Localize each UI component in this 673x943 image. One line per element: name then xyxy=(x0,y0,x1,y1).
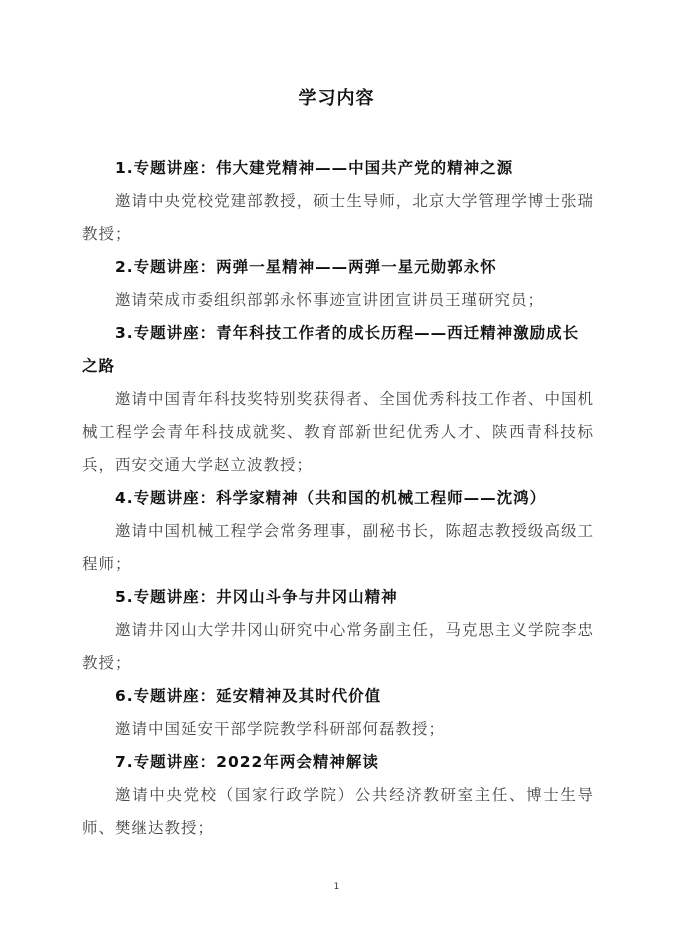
lecture-section-7 xyxy=(82,746,594,845)
page-title: 学习内容 xyxy=(298,88,375,109)
lecture-speaker: 邀请中央党校（国家行政学院）公共经济教研室主任、博士生导师、樊继达教授； xyxy=(82,786,594,837)
lecture-speaker: 邀请井冈山大学井冈山研究中心常务副主任，马克思主义学院李忠教授； xyxy=(82,621,594,672)
page-number: 1 xyxy=(333,882,340,892)
lecture-speaker: 邀请中国机械工程学会常务理事，副秘书长，陈超志教授级高级工程师； xyxy=(82,522,594,573)
lecture-heading: 7.专题讲座：2022年两会精神解读 xyxy=(115,753,379,771)
lecture-section-6 xyxy=(82,680,594,746)
lecture-heading: 2.专题讲座：两弹一星精神——两弹一星元勋郭永怀 xyxy=(115,258,497,276)
lecture-section-1 xyxy=(82,152,594,251)
lecture-heading: 3.专题讲座：青年科技工作者的成长历程——西迁精神激励成长之路 xyxy=(82,324,580,375)
lecture-section-2 xyxy=(82,251,594,317)
lecture-heading: 4.专题讲座：科学家精神（共和国的机械工程师——沈鸿） xyxy=(115,489,547,507)
lecture-speaker: 邀请中央党校党建部教授，硕士生导师，北京大学管理学博士张瑞教授； xyxy=(82,192,594,243)
lecture-heading: 6.专题讲座：延安精神及其时代价值 xyxy=(115,687,382,705)
lecture-section-5 xyxy=(82,581,594,680)
lecture-heading: 5.专题讲座：井冈山斗争与井冈山精神 xyxy=(115,588,398,606)
lecture-section-4 xyxy=(82,482,594,581)
lecture-speaker: 邀请中国青年科技奖特别奖获得者、全国优秀科技工作者、中国机械工程学会青年科技成就奖、教育部新世纪优秀人才、陕西青科技标兵，西安交通大学赵立波教授； xyxy=(82,390,594,474)
lecture-speaker: 邀请中国延安干部学院教学科研部何磊教授； xyxy=(115,720,446,738)
lecture-speaker: 邀请荣成市委组织部郭永怀事迹宣讲团宣讲员王瑾研究员； xyxy=(115,291,545,309)
lecture-heading: 1.专题讲座：伟大建党精神——中国共产党的精神之源 xyxy=(115,159,514,177)
lecture-list xyxy=(82,152,594,845)
lecture-section-3 xyxy=(82,317,594,482)
